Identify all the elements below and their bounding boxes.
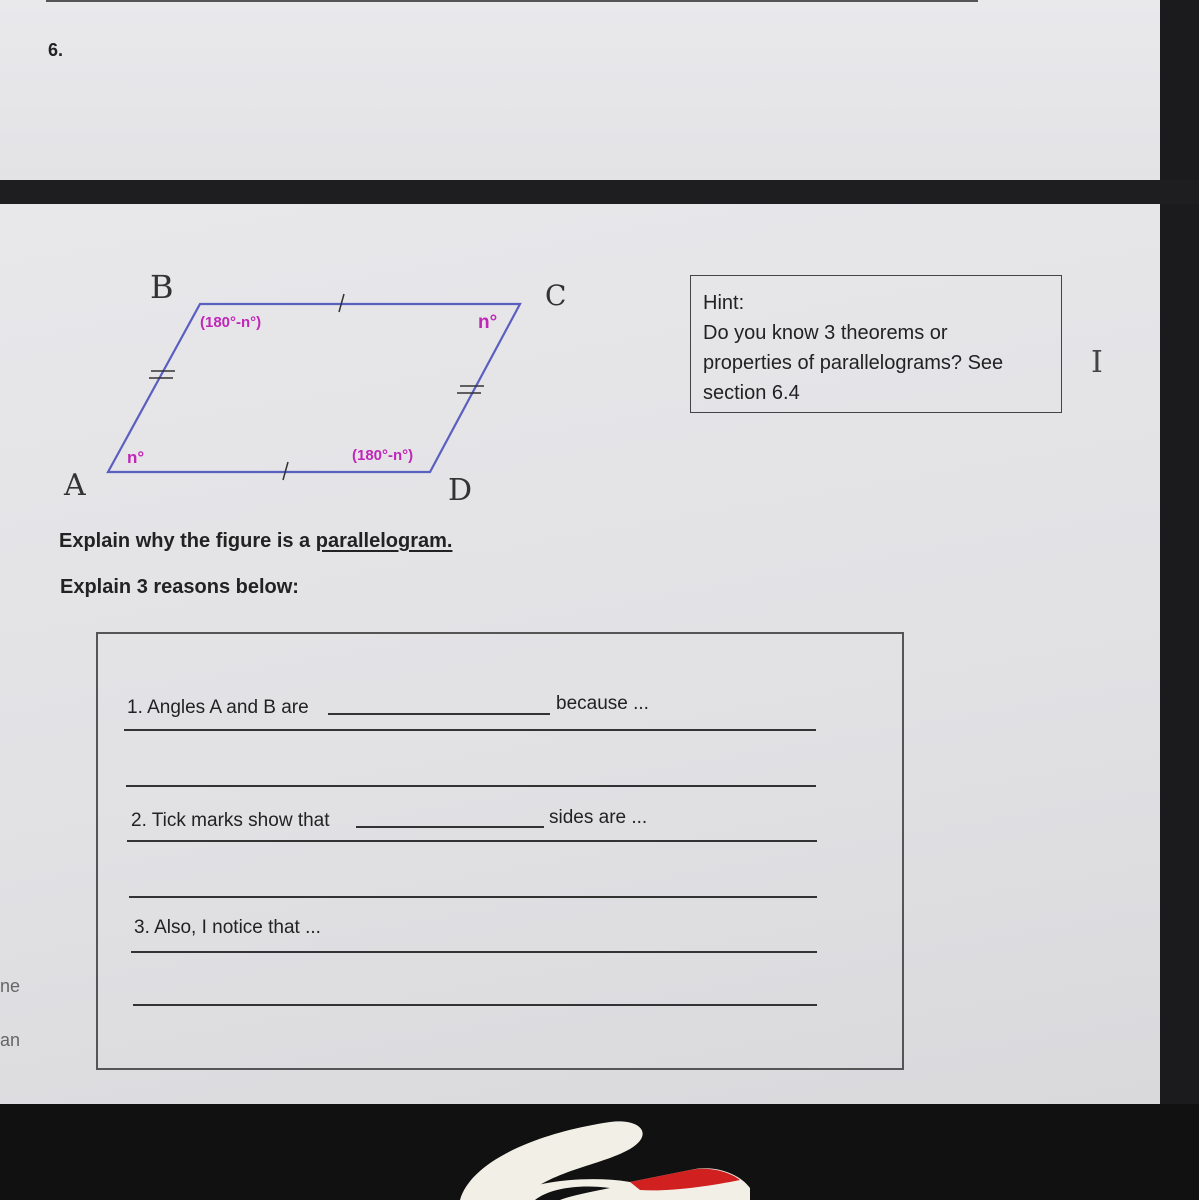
edge-text-fragment-2: an xyxy=(0,1030,21,1050)
text-cursor-icon: I xyxy=(1091,345,1103,380)
answer-line-4[interactable] xyxy=(129,896,817,898)
vertex-d-label: D xyxy=(448,473,473,508)
hint-line-3: section 6.4 xyxy=(703,382,800,404)
hint-box xyxy=(690,275,1062,413)
prompt-prefix: Explain why the figure is a xyxy=(59,530,316,552)
vertex-a-label: A xyxy=(64,468,86,503)
question-number: 6. xyxy=(48,40,64,60)
parallelogram-shape xyxy=(108,304,520,472)
hint-title: Hint: xyxy=(703,292,745,314)
answer-line-6[interactable] xyxy=(133,1004,817,1006)
vertex-c-label: C xyxy=(545,279,567,312)
hint-line-1: Do you know 3 theorems or xyxy=(703,322,948,344)
reason-2-suffix: sides are ... xyxy=(549,807,648,828)
reason-3-text: 3. Also, I notice that ... xyxy=(134,917,321,938)
reason-2-prefix: 2. Tick marks show that xyxy=(131,810,330,831)
prompt-line-1 xyxy=(59,530,452,553)
angle-a-label: n° xyxy=(127,448,145,467)
vertex-b-label: B xyxy=(150,268,174,306)
edge-text-fragment-1: ne xyxy=(0,976,21,996)
angle-b-label: (180°-n°) xyxy=(200,314,262,331)
answer-line-5[interactable] xyxy=(131,951,817,953)
reason-1-prefix: 1. Angles A and B are xyxy=(127,697,309,718)
reason-1-blank[interactable] xyxy=(328,713,550,715)
hint-line-2: properties of parallelograms? See xyxy=(703,352,1004,374)
angle-c-label: n° xyxy=(478,312,498,333)
reason-1-suffix: because ... xyxy=(556,693,649,714)
reason-2-blank[interactable] xyxy=(356,826,544,828)
answer-line-2[interactable] xyxy=(126,785,816,787)
prompt-line-2: Explain 3 reasons below: xyxy=(60,576,299,598)
prompt-underlined-word: parallelogram. xyxy=(315,530,453,552)
angle-d-label: (180°-n°) xyxy=(352,447,414,464)
answer-line-3[interactable] xyxy=(127,840,817,842)
crocodile-logo-icon xyxy=(440,1104,760,1200)
answer-line-1[interactable] xyxy=(124,729,816,731)
